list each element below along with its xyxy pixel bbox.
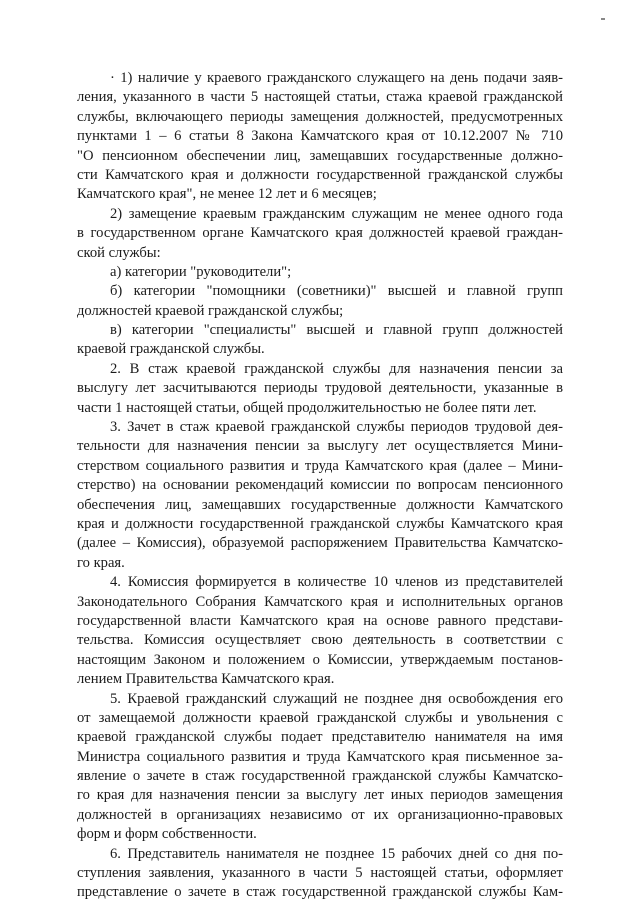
- scan-mark: [601, 18, 605, 20]
- text-line: а) категории "руководители";: [110, 263, 292, 280]
- text-line: краевой гражданской службы подает представителю нанимателя на имя: [77, 729, 563, 746]
- text-line: "О пенсионном обеспечении лиц, замещавших государственные должно-: [77, 147, 563, 164]
- text-line: Камчатского края", не менее 12 лет и 6 месяцев;: [77, 186, 377, 203]
- text-line: краевой гражданской службы.: [77, 341, 265, 358]
- text-line: сти Камчатского края и должности государственной гражданской службы: [77, 166, 563, 183]
- text-line: ступления заявления, указанного в части 5 настоящей статьи, оформляет: [77, 865, 563, 882]
- text-line: в) категории "специалисты" высшей и главной групп должностей: [110, 322, 563, 339]
- text-line: 2) замещение краевым гражданским служащим не менее одного года: [110, 205, 563, 222]
- text-line: го края.: [77, 554, 125, 571]
- text-line: государственной власти Камчатского края на основе равного представи-: [77, 612, 563, 629]
- text-line: выслугу лет засчитываются периоды трудовой деятельности, указанные в: [77, 380, 563, 397]
- text-line: 4. Комиссия формируется в количестве 10 членов из представителей: [110, 574, 563, 591]
- text-line: представление о зачете в стаж государственной гражданской службы Кам-: [77, 884, 563, 901]
- text-line: должностей краевой гражданской службы;: [77, 302, 344, 319]
- text-line: тельности для назначения пенсии за выслугу лет осуществляется Мини-: [77, 438, 563, 455]
- text-line: Законодательного Собрания Камчатского края и исполнительных органов: [77, 593, 563, 610]
- text-line: явление о зачете в стаж государственной гражданской службы Камчатско-: [77, 768, 563, 785]
- text-line: ления, указанного в части 5 настоящей статьи, стажа краевой гражданской: [77, 89, 563, 106]
- text-line: должностей в организациях независимо от их организационно-правовых: [77, 806, 563, 823]
- text-line: · 1) наличие у краевого гражданского служащего на день подачи заяв-: [110, 70, 563, 86]
- text-line: обеспечения лиц, замещавших государственные должности Камчатского: [77, 496, 563, 513]
- text-line: 6. Представитель нанимателя не позднее 15 рабочих дней со дня по-: [110, 845, 563, 862]
- text-line: стерство) на основании рекомендаций комиссии по вопросам пенсионного: [77, 477, 563, 494]
- text-line: (далее – Комиссия), образуемой распоряжением Правительства Камчатско-: [77, 535, 563, 552]
- text-line: службы, включающего периоды замещения должностей, предусмотренных: [77, 108, 563, 125]
- document-body: [77, 69, 563, 903]
- text-line: пунктами 1 – 6 статьи 8 Закона Камчатского края от 10.12.2007 № 710: [77, 128, 563, 145]
- text-line: 3. Зачет в стаж краевой гражданской службы периодов трудовой дея-: [110, 419, 563, 436]
- text-line: лением Правительства Камчатского края.: [77, 671, 335, 688]
- text-line: 5. Краевой гражданский служащий не позднее дня освобождения его: [110, 690, 563, 707]
- text-line: го края для назначения пенсии за выслугу лет иных периодов замещения: [77, 787, 563, 804]
- text-line: края и должности государственной гражданской службы Камчатского края: [77, 515, 563, 532]
- text-line: Министра социального развития и труда Камчатского края письменное за-: [77, 748, 563, 765]
- text-line: стерством социального развития и труда Камчатского края (далее – Мини-: [77, 457, 563, 474]
- text-line: в государственном органе Камчатского края должностей краевой граждан-: [77, 225, 563, 242]
- text-line: настоящим Законом и положением о Комиссии, утверждаемым постанов-: [77, 651, 563, 668]
- text-line: части 1 настоящей статьи, общей продолжительностью не более пяти лет.: [77, 399, 537, 416]
- text-line: 2. В стаж краевой гражданской службы для назначения пенсии за: [110, 360, 563, 377]
- text-line: тельства. Комиссия осуществляет свою деятельность в соответствии с: [77, 632, 563, 649]
- text-line: форм и форм собственности.: [77, 826, 257, 843]
- text-line: от замещаемой должности краевой гражданской службы и увольнения с: [77, 709, 563, 726]
- text-line: ской службы:: [77, 244, 161, 261]
- text-line: б) категории "помощники (советники)" высшей и главной групп: [110, 283, 563, 300]
